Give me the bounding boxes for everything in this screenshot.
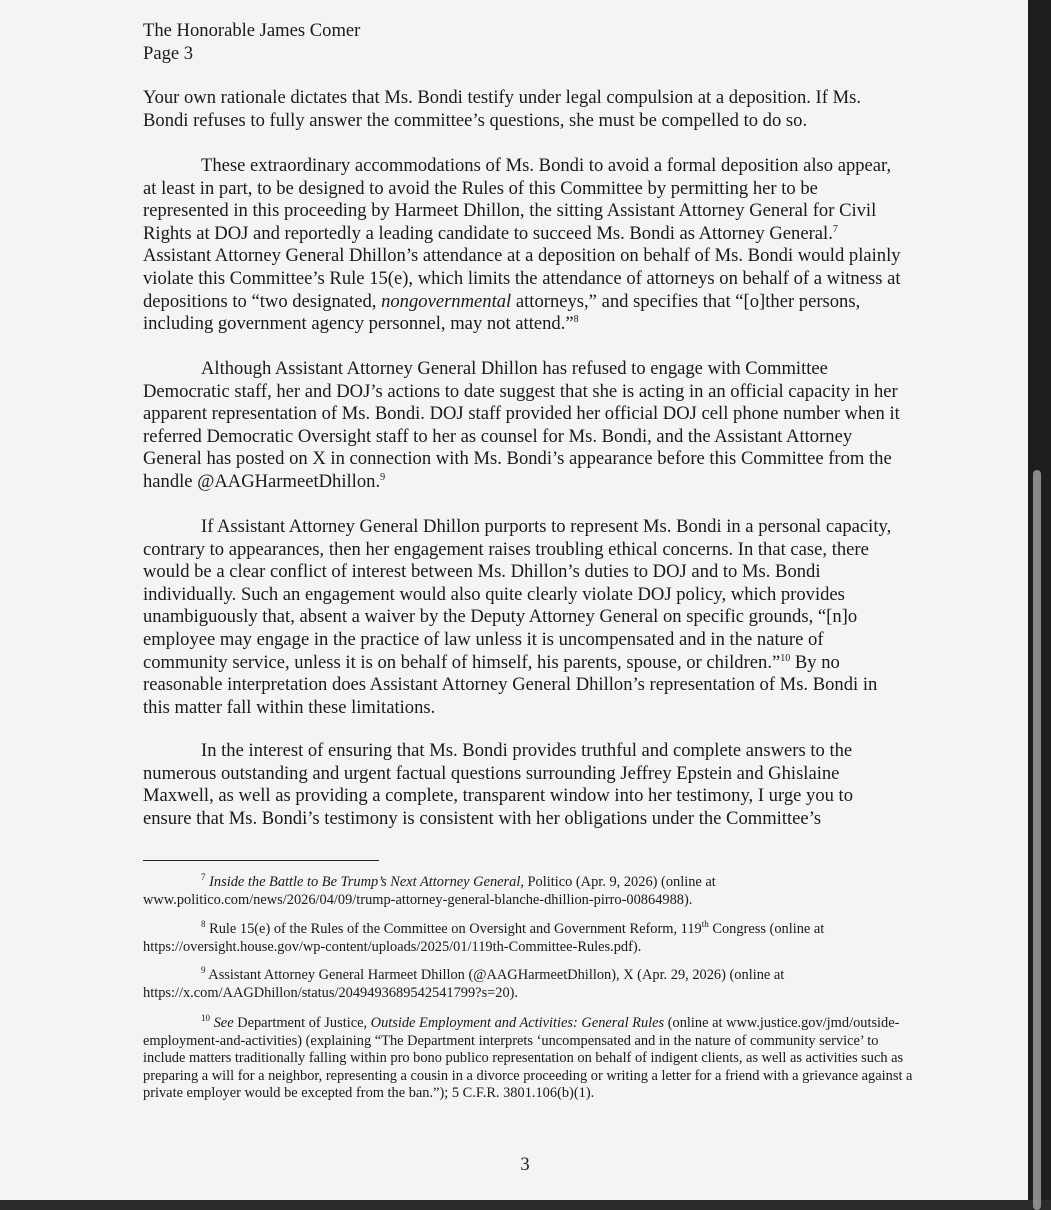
page-number: 3 bbox=[520, 1154, 530, 1175]
footnote-9: $^9$ Assistant Attorney General Harmeet Dhillon (@AAGHarmeetDhillon), X (Apr. 29, 2026) (online at https://x.com/AAGDhillon/status/2049493689542541799?s=20). bbox=[143, 965, 785, 1001]
footnote-divider bbox=[143, 860, 379, 861]
footnote-ref-10[interactable]: 10 bbox=[780, 652, 791, 664]
page-label: Page 3 bbox=[143, 42, 194, 64]
paragraph-3: Although Assistant Attorney General Dhillon has refused to engage with Committee Democratic staff, her and DOJ’s actions to date suggest that she is acting in an official capacity in her apparent representation of Ms. Bondi. DOJ staff provided her official DOJ cell phone number when it referred Democratic Oversight staff to her as counsel for Ms. Bondi, and the Assistant Attorney General has posted on X in connection with Ms. Bondi’s appearance before this Committee from the handle @AAGHarmeetDhillon.$^9$ bbox=[143, 358, 900, 492]
scrollbar-thumb[interactable] bbox=[1033, 470, 1041, 1210]
paragraph-2: These extraordinary accommodations of Ms. Bondi to avoid a formal deposition also appear, at least in part, to be designed to avoid the Rules of this Committee by permitting her to be represented in this proceeding by Harmeet Dhillon, the sitting Assistant Attorney General for Civil Rights at DOJ and reportedly a leading candidate to succeed Ms. Bondi as Attorney General.$^7$ Assistant Attorney General Dhillon’s attendance at a deposition on behalf of Ms. Bondi would plainly violate this Committee’s Rule 15(e), which limits the attendance of attorneys on behalf of a witness at depositions to “two designated, nongovernmental attorneys,” and specifies that “[o]ther persons, including government agency personnel, may not attend.”$^8$ bbox=[143, 155, 901, 335]
footnote-7: $^7$ Inside the Battle to Be Trump’s Next Attorney General, Politico (Apr. 9, 2026) (online at www.politico.com/news/2026/04/09/trump-attorney-general-blanche-dhillion-pirro-00864988). bbox=[143, 872, 716, 908]
footnote-ref-7[interactable]: 7 bbox=[832, 223, 838, 235]
footnote-ref-9[interactable]: 9 bbox=[380, 471, 386, 483]
recipient-line: The Honorable James Comer bbox=[143, 20, 361, 41]
footnote-ref-8[interactable]: 8 bbox=[573, 314, 579, 326]
paragraph-5: In the interest of ensuring that Ms. Bondi provides truthful and complete answers to the numerous outstanding and urgent factual questions surrounding Jeffrey Epstein and Ghislaine Maxwell, as well as providing a complete, transparent window into her testimony, I urge you to ensure that Ms. Bondi’s testimony is consistent with her obligations under the Committee’s bbox=[143, 740, 854, 829]
footnote-10: $^{10}$ See Department of Justice, Outside Employment and Activities: General Rules (online at www.justice.gov/jmd/outside-employment-and-activities) (explaining “The Department interprets ‘uncompensated and in the nature of community service’ to include matters traditionally falling within pro bono publico representation on behalf of indigent clients, as well as activities such as preparing a will for a neighbor, representing a cousin in a divorce proceeding or writing a letter for a friend with a grievance against a private employer would be excepted from the ban.”); 5 C.F.R. 3801.106(b)(1). bbox=[143, 1013, 913, 1102]
paragraph-4: If Assistant Attorney General Dhillon purports to represent Ms. Bondi in a personal capacity, contrary to appearances, then her engagement raises troubling ethical concerns. In that case, there would be a clear conflict of interest between Ms. Dhillon’s duties to DOJ and to Ms. Bondi individually. Such an engagement would also quite clearly violate DOJ policy, which provides unambiguously that, absent a waiver by the Deputy Attorney General on specific grounds, “[n]o employee may engage in the practice of law unless it is uncompensated and in the nature of community service, unless it is on behalf of himself, his parents, spouse, or children.”$^{10}$ By no reasonable interpretation does Assistant Attorney General Dhillon’s representation of Ms. Bondi in this matter fall within these limitations. bbox=[143, 516, 892, 718]
paragraph-1: Your own rationale dictates that Ms. Bondi testify under legal compulsion at a deposition. If Ms. Bondi refuses to fully answer the committee’s questions, she must be compelled to do so. bbox=[143, 87, 861, 131]
footnote-8: $^8$ Rule 15(e) of the Rules of the Committee on Oversight and Government Reform, 119th Congress (online at https://oversight.house.gov/wp-content/uploads/2025/01/119th-Committee-Rules.pdf). bbox=[143, 919, 825, 955]
letter-header bbox=[143, 20, 903, 65]
